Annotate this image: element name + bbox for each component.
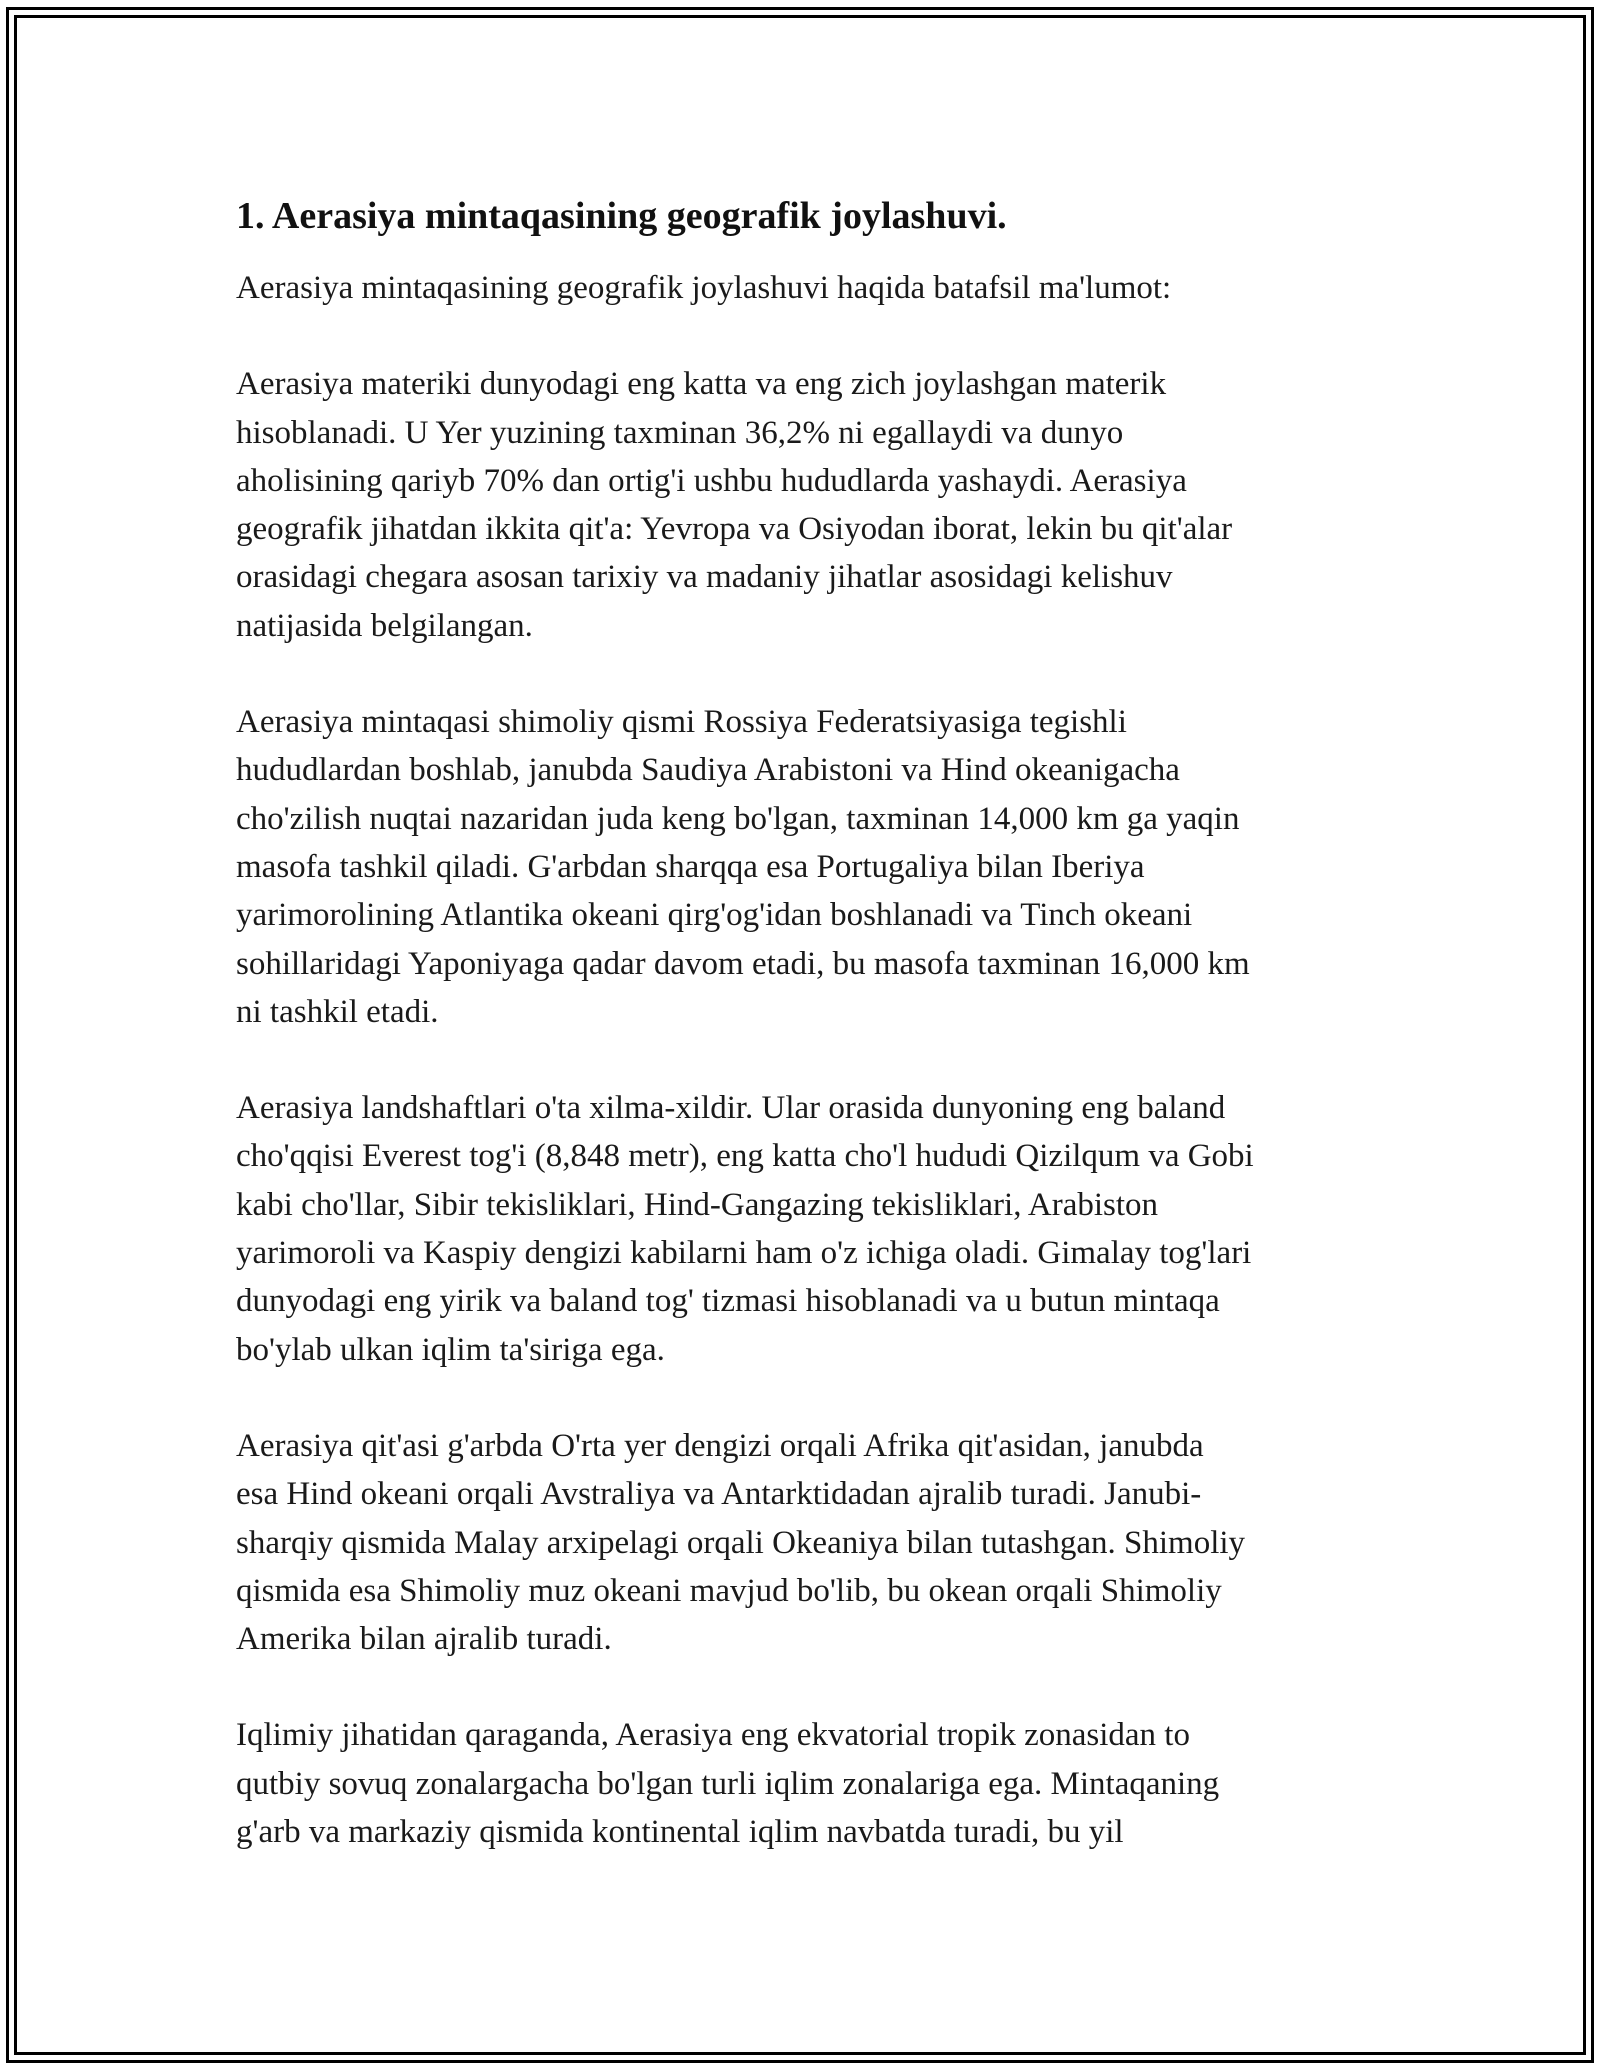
paragraph-climate: [236, 1711, 1376, 1856]
text-line: Aerasiya qit'asi g'arbda O'rta yer dengizi orqali Afrika qit'asidan, janubda: [236, 1427, 1204, 1464]
document-body: [236, 190, 1376, 1904]
text-line: qutbiy sovuq zonalargacha bo'lgan turli iqlim zonalariga ega. Mintaqaning: [236, 1765, 1220, 1802]
text-line: sharqiy qismida Malay arxipelagi orqali Okeaniya bilan tutashgan. Shimoliy: [236, 1524, 1246, 1561]
text-line: hisoblanadi. U Yer yuzining taxminan 36,2% ni egallaydi va dunyo: [236, 414, 1124, 451]
paragraph-intro: [236, 264, 1376, 312]
text-line: esa Hind okeani orqali Avstraliya va Antarktidadan ajralib turadi. Janubi-: [236, 1476, 1202, 1513]
text-line: Amerika bilan ajralib turadi.: [236, 1621, 612, 1658]
text-line: bo'ylab ulkan iqlim ta'siriga ega.: [236, 1331, 665, 1368]
paragraph-continent-size: [236, 360, 1376, 650]
text-line: Aerasiya materiki dunyodagi eng katta va eng zich joylashgan materik: [236, 366, 1167, 403]
text-line: cho'qqisi Everest tog'i (8,848 metr), eng katta cho'l hududi Qizilqum va Gobi: [236, 1138, 1254, 1175]
text-line: aholisining qariyb 70% dan ortig'i ushbu hududlarda yashaydi. Aerasiya: [236, 462, 1187, 499]
document-heading: 1. Aerasiya mintaqasining geografik joylashuvi.: [236, 195, 1007, 237]
text-line: Aerasiya mintaqasi shimoliy qismi Rossiya Federatsiyasiga tegishli: [236, 704, 1127, 741]
text-line: qismida esa Shimoliy muz okeani mavjud bo'lib, bu okean orqali Shimoliy: [236, 1572, 1222, 1609]
text-line: sohillaridagi Yaponiyaga qadar davom etadi, bu masofa taxminan 16,000 km: [236, 945, 1250, 982]
text-line: geografik jihatdan ikkita qit'a: Yevropa va Osiyodan iborat, lekin bu qit'alar: [236, 511, 1233, 548]
text-line: Aerasiya mintaqasining geografik joylashuvi haqida batafsil ma'lumot:: [236, 270, 1172, 306]
paragraph-landscapes: [236, 1084, 1376, 1374]
paragraph-extent: [236, 698, 1376, 1036]
text-line: ni tashkil etadi.: [236, 993, 439, 1030]
text-line: kabi cho'llar, Sibir tekisliklari, Hind-Gangazing tekisliklari, Arabiston: [236, 1186, 1159, 1223]
text-line: masofa tashkil qiladi. G'arbdan sharqqa esa Portugaliya bilan Iberiya: [236, 848, 1145, 885]
text-line: yarimoroli va Kaspiy dengizi kabilarni ham o'z ichiga oladi. Gimalay tog'lari: [236, 1235, 1252, 1272]
text-line: yarimorolining Atlantika okeani qirg'og'idan boshlanadi va Tinch okeani: [236, 897, 1193, 934]
text-line: Iqlimiy jihatidan qaraganda, Aerasiya eng ekvatorial tropik zonasidan to: [236, 1717, 1190, 1754]
text-line: g'arb va markaziy qismida kontinental iqlim navbatda turadi, bu yil: [236, 1814, 1124, 1851]
text-line: orasidagi chegara asosan tarixiy va madaniy jihatlar asosidagi kelishuv: [236, 559, 1173, 596]
text-line: dunyodagi eng yirik va baland tog' tizmasi hisoblanadi va u butun mintaqa: [236, 1283, 1220, 1320]
text-line: natijasida belgilangan.: [236, 607, 533, 644]
text-line: hududlardan boshlab, janubda Saudiya Arabistoni va Hind okeanigacha: [236, 752, 1180, 789]
text-line: Aerasiya landshaftlari o'ta xilma-xildir. Ular orasida dunyoning eng baland: [236, 1090, 1226, 1127]
paragraph-borders: [236, 1422, 1376, 1663]
text-line: cho'zilish nuqtai nazaridan juda keng bo'lgan, taxminan 14,000 km ga yaqin: [236, 800, 1240, 837]
